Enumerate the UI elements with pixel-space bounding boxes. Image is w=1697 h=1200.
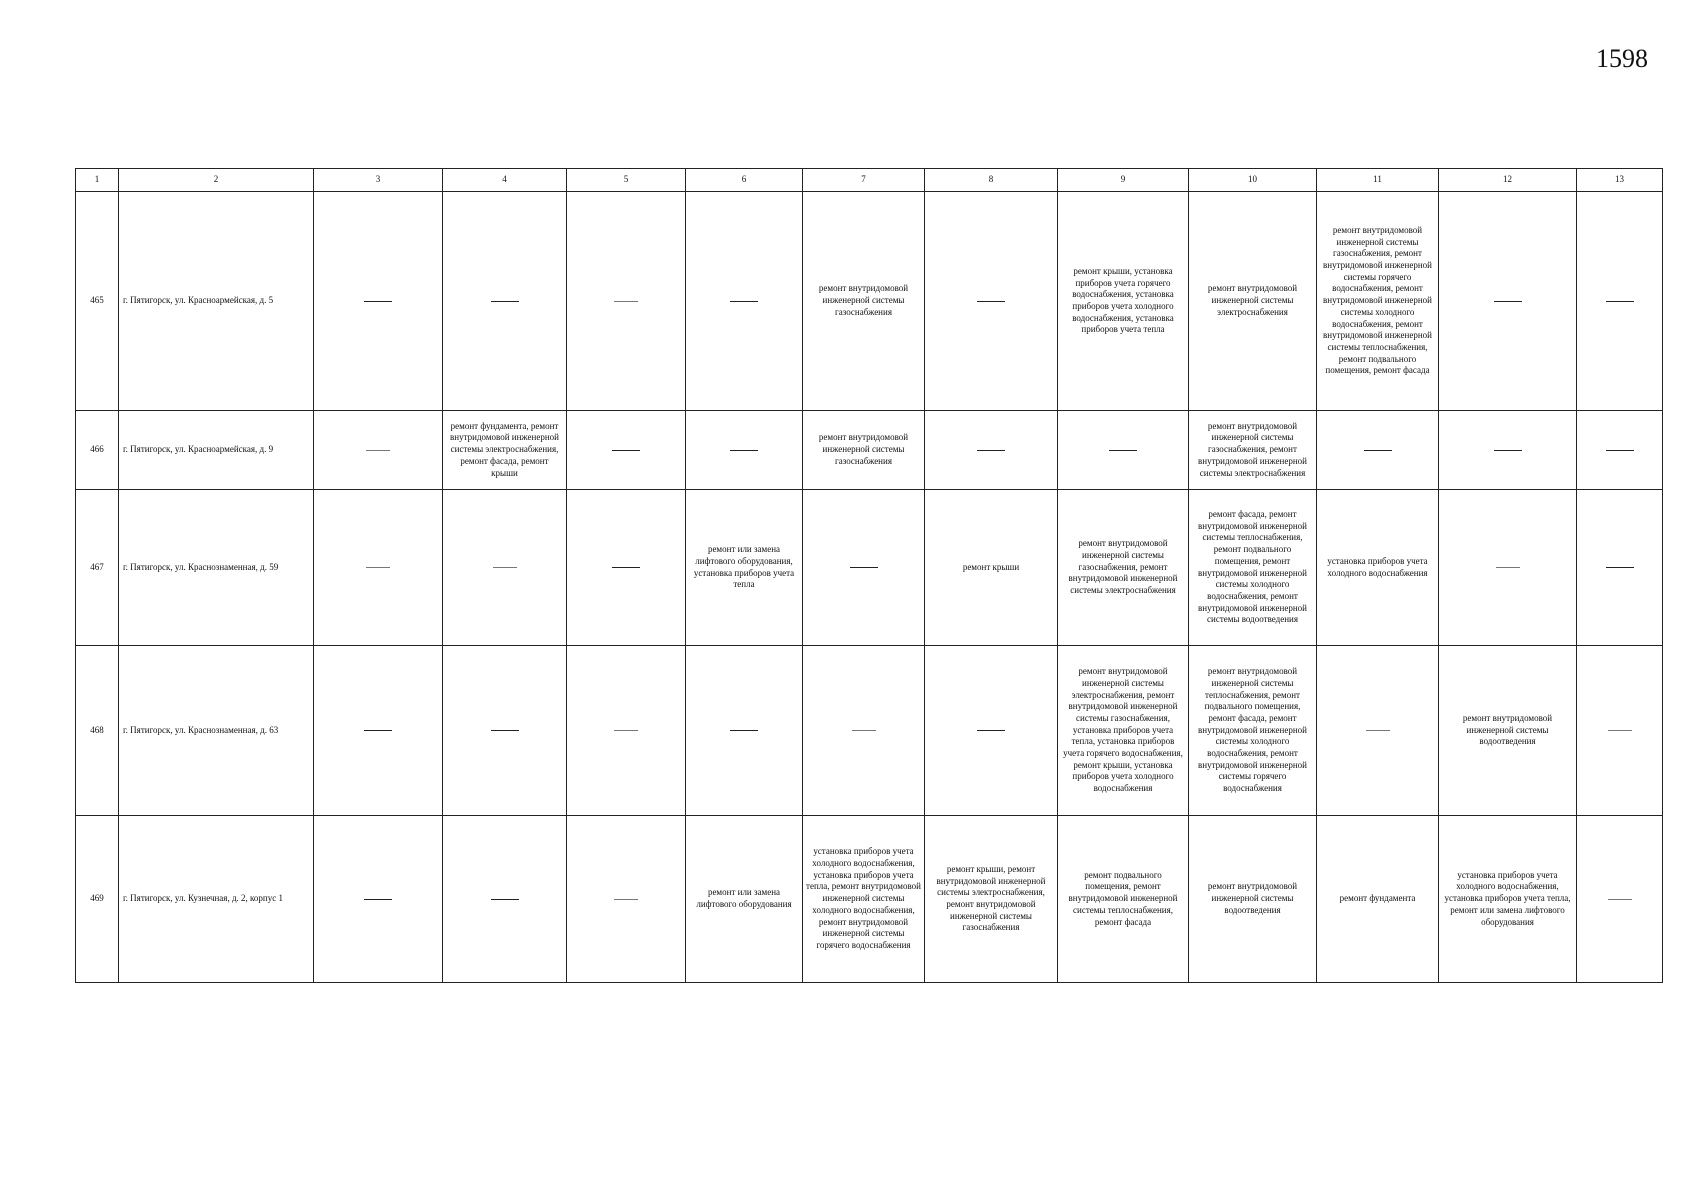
dash-cell bbox=[1317, 411, 1439, 490]
dash-cell bbox=[443, 192, 567, 411]
dash-mark bbox=[730, 301, 758, 302]
work-cell: ремонт внутридомовой инженерной системы электроснабжения bbox=[1189, 192, 1317, 411]
column-number-row bbox=[76, 169, 1663, 192]
dash-mark bbox=[977, 450, 1005, 451]
work-cell: ремонт внутридомовой инженерной системы газоснабжения, ремонт внутридомовой инженерной системы электроснабжения bbox=[1189, 411, 1317, 490]
work-cell: установка приборов учета холодного водоснабжения, установка приборов учета тепла, ремонт или замена лифтового оборудования bbox=[1439, 816, 1577, 983]
dash-cell bbox=[1577, 816, 1663, 983]
dash-cell bbox=[925, 411, 1058, 490]
dash-mark bbox=[1494, 450, 1522, 451]
dash-cell bbox=[567, 490, 686, 646]
work-cell: ремонт подвального помещения, ремонт внутридомовой инженерной системы теплоснабжения, ремонт фасада bbox=[1058, 816, 1189, 983]
dash-mark bbox=[1606, 450, 1634, 451]
dash-cell bbox=[686, 192, 803, 411]
row-number: 466 bbox=[76, 411, 119, 490]
dash-cell bbox=[443, 646, 567, 816]
dash-cell bbox=[314, 490, 443, 646]
column-header: 9 bbox=[1058, 169, 1189, 192]
table-row bbox=[76, 490, 1663, 646]
dash-cell bbox=[1439, 490, 1577, 646]
work-cell: установка приборов учета холодного водоснабжения, установка приборов учета тепла, ремонт внутридомовой инженерной системы холодного водоснабжения, ремонт внутридомовой инженерной системы горячего водоснабжения bbox=[803, 816, 925, 983]
table-row bbox=[76, 646, 1663, 816]
row-number: 465 bbox=[76, 192, 119, 411]
dash-mark bbox=[1366, 730, 1390, 731]
column-header: 10 bbox=[1189, 169, 1317, 192]
table-row bbox=[76, 192, 1663, 411]
dash-cell bbox=[314, 192, 443, 411]
dash-mark bbox=[614, 730, 638, 731]
column-header: 4 bbox=[443, 169, 567, 192]
dash-cell bbox=[1577, 490, 1663, 646]
dash-cell bbox=[314, 816, 443, 983]
dash-mark bbox=[1496, 567, 1520, 568]
capital-repair-table bbox=[75, 168, 1663, 983]
address-cell: г. Пятигорск, ул. Красноармейская, д. 9 bbox=[119, 411, 314, 490]
dash-mark bbox=[730, 730, 758, 731]
dash-cell bbox=[803, 490, 925, 646]
dash-mark bbox=[612, 450, 640, 451]
column-header: 13 bbox=[1577, 169, 1663, 192]
dash-mark bbox=[977, 301, 1005, 302]
row-number: 467 bbox=[76, 490, 119, 646]
row-number: 469 bbox=[76, 816, 119, 983]
dash-cell bbox=[314, 411, 443, 490]
dash-mark bbox=[364, 899, 392, 900]
dash-cell bbox=[443, 816, 567, 983]
address-cell: г. Пятигорск, ул. Красноармейская, д. 5 bbox=[119, 192, 314, 411]
dash-cell bbox=[925, 192, 1058, 411]
work-cell: ремонт внутридомовой инженерной системы электроснабжения, ремонт внутридомовой инженерной системы газоснабжения, установка приборов учета тепла, установка приборов учета горячего водоснабжения, ремонт крыши, установка приборов учета холодного водоснабжения bbox=[1058, 646, 1189, 816]
dash-mark bbox=[1608, 899, 1632, 900]
dash-cell bbox=[925, 646, 1058, 816]
dash-mark bbox=[366, 450, 390, 451]
work-cell: ремонт фундамента bbox=[1317, 816, 1439, 983]
dash-cell bbox=[686, 646, 803, 816]
work-cell: ремонт фундамента, ремонт внутридомовой инженерной системы электроснабжения, ремонт фасада, ремонт крыши bbox=[443, 411, 567, 490]
work-cell: ремонт или замена лифтового оборудования, установка приборов учета тепла bbox=[686, 490, 803, 646]
work-cell: ремонт внутридомовой инженерной системы газоснабжения, ремонт внутридомовой инженерной системы электроснабжения bbox=[1058, 490, 1189, 646]
work-cell: ремонт крыши, ремонт внутридомовой инженерной системы электроснабжения, ремонт внутридомовой инженерной системы газоснабжения bbox=[925, 816, 1058, 983]
dash-cell bbox=[1439, 411, 1577, 490]
dash-mark bbox=[977, 730, 1005, 731]
work-cell: ремонт внутридомовой инженерной системы газоснабжения bbox=[803, 411, 925, 490]
column-header: 6 bbox=[686, 169, 803, 192]
row-number: 468 bbox=[76, 646, 119, 816]
dash-mark bbox=[1364, 450, 1392, 451]
work-cell: ремонт внутридомовой инженерной системы газоснабжения bbox=[803, 192, 925, 411]
dash-cell bbox=[567, 646, 686, 816]
address-cell: г. Пятигорск, ул. Краснознаменная, д. 63 bbox=[119, 646, 314, 816]
work-cell: ремонт внутридомовой инженерной системы водоотведения bbox=[1439, 646, 1577, 816]
column-header: 11 bbox=[1317, 169, 1439, 192]
column-header: 1 bbox=[76, 169, 119, 192]
dash-mark bbox=[850, 567, 878, 568]
dash-cell bbox=[1577, 192, 1663, 411]
table-row bbox=[76, 816, 1663, 983]
work-cell: ремонт крыши, установка приборов учета горячего водоснабжения, установка приборов учета холодного водоснабжения, установка приборов учета тепла bbox=[1058, 192, 1189, 411]
dash-mark bbox=[614, 899, 638, 900]
dash-cell bbox=[686, 411, 803, 490]
column-header: 5 bbox=[567, 169, 686, 192]
dash-mark bbox=[364, 301, 392, 302]
work-cell: установка приборов учета холодного водоснабжения bbox=[1317, 490, 1439, 646]
dash-cell bbox=[1439, 192, 1577, 411]
address-cell: г. Пятигорск, ул. Кузнечная, д. 2, корпус 1 bbox=[119, 816, 314, 983]
dash-cell bbox=[1317, 646, 1439, 816]
dash-mark bbox=[1494, 301, 1522, 302]
dash-mark bbox=[852, 730, 876, 731]
dash-cell bbox=[1058, 411, 1189, 490]
column-header: 3 bbox=[314, 169, 443, 192]
column-header: 12 bbox=[1439, 169, 1577, 192]
dash-mark bbox=[1109, 450, 1137, 451]
dash-cell bbox=[567, 816, 686, 983]
dash-mark bbox=[614, 301, 638, 302]
table-row bbox=[76, 411, 1663, 490]
work-cell: ремонт или замена лифтового оборудования bbox=[686, 816, 803, 983]
work-cell: ремонт крыши bbox=[925, 490, 1058, 646]
dash-cell bbox=[443, 490, 567, 646]
dash-mark bbox=[730, 450, 758, 451]
dash-mark bbox=[364, 730, 392, 731]
column-header: 7 bbox=[803, 169, 925, 192]
work-cell: ремонт фасада, ремонт внутридомовой инженерной системы теплоснабжения, ремонт подвального помещения, ремонт внутридомовой инженерной системы холодного водоснабжения, ремонт внутридомовой инженерной системы водоотведения bbox=[1189, 490, 1317, 646]
dash-cell bbox=[567, 411, 686, 490]
dash-cell bbox=[1577, 411, 1663, 490]
page-number: 1598 bbox=[1596, 44, 1648, 73]
dash-mark bbox=[1606, 567, 1634, 568]
dash-cell bbox=[803, 646, 925, 816]
column-header: 2 bbox=[119, 169, 314, 192]
address-cell: г. Пятигорск, ул. Краснознаменная, д. 59 bbox=[119, 490, 314, 646]
dash-mark bbox=[612, 567, 640, 568]
column-header: 8 bbox=[925, 169, 1058, 192]
dash-cell bbox=[1577, 646, 1663, 816]
work-cell: ремонт внутридомовой инженерной системы теплоснабжения, ремонт подвального помещения, ремонт фасада, ремонт внутридомовой инженерной системы холодного водоснабжения, ремонт внутридомовой инженерной системы горячего водоснабжения bbox=[1189, 646, 1317, 816]
dash-mark bbox=[366, 567, 390, 568]
work-cell: ремонт внутридомовой инженерной системы газоснабжения, ремонт внутридомовой инженерной системы горячего водоснабжения, ремонт внутридомовой инженерной системы холодного водоснабжения, ремонт внутридомовой инженерной системы теплоснабжения, ремонт подвального помещения, ремонт фасада bbox=[1317, 192, 1439, 411]
dash-mark bbox=[491, 301, 519, 302]
dash-mark bbox=[1606, 301, 1634, 302]
dash-cell bbox=[567, 192, 686, 411]
work-cell: ремонт внутридомовой инженерной системы водоотведения bbox=[1189, 816, 1317, 983]
dash-mark bbox=[1608, 730, 1632, 731]
dash-mark bbox=[491, 730, 519, 731]
dash-mark bbox=[491, 899, 519, 900]
dash-cell bbox=[314, 646, 443, 816]
dash-mark bbox=[493, 567, 517, 568]
